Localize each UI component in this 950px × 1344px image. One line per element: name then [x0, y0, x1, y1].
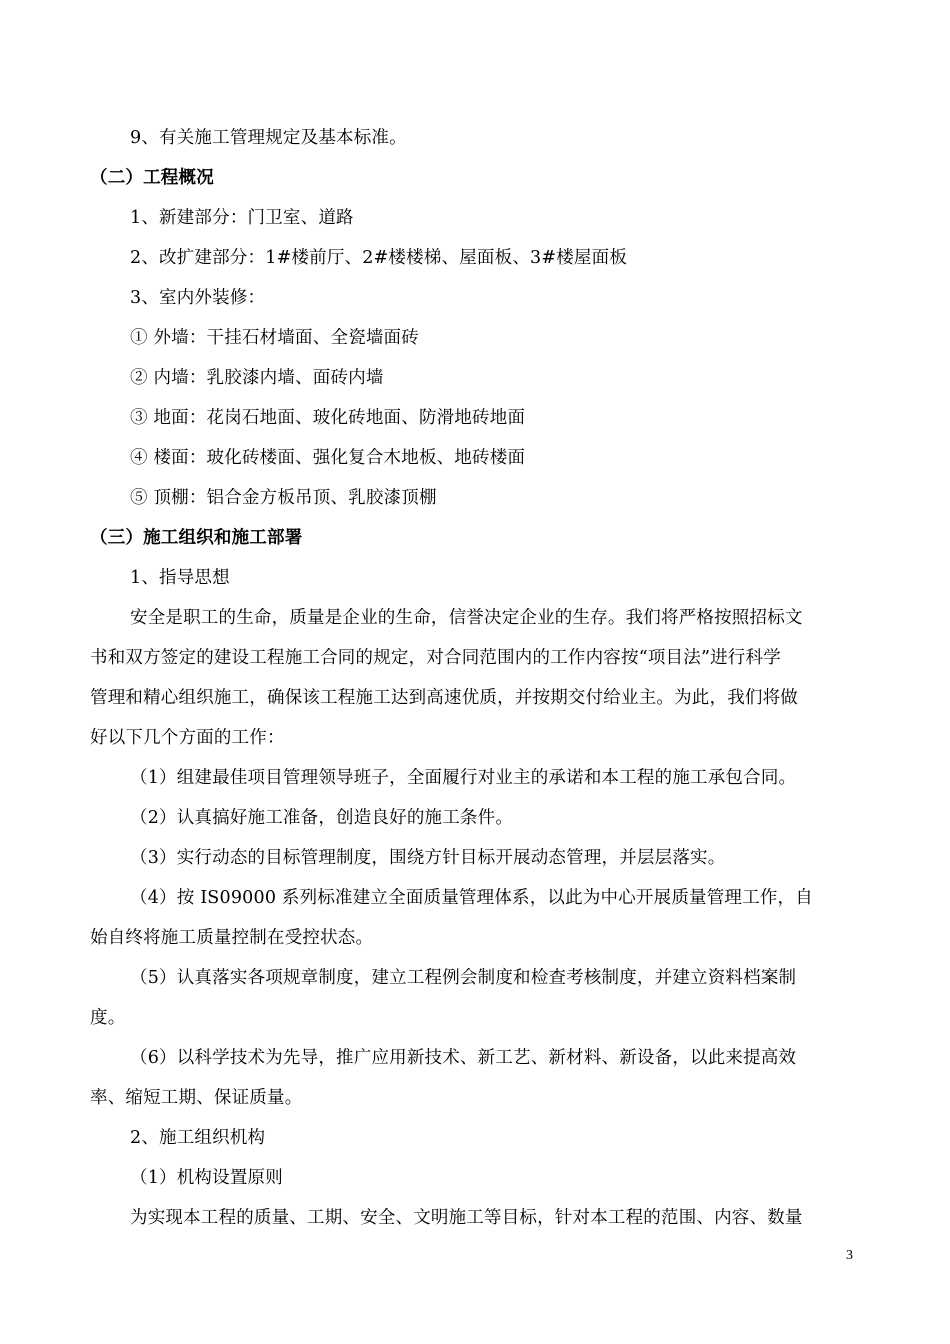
item-renovation: 2、改扩建部分：1#楼前厅、2#楼楼梯、屋面板、3#楼屋面板 — [130, 248, 628, 268]
item-9: 9、有关施工管理规定及基本标准。 — [130, 128, 407, 148]
list-item-1: （1）组建最佳项目管理领导班子，全面履行对业主的承诺和本工程的施工承包合同。 — [130, 768, 797, 788]
list-item-2: （2）认真搞好施工准备，创造良好的施工条件。 — [130, 808, 514, 828]
section-heading-3: （三）施工组织和施工部署 — [90, 528, 303, 548]
subheading-organization: 2、施工组织机构 — [130, 1128, 266, 1148]
paragraph-line: 安全是职工的生命，质量是企业的生命，信誉决定企业的生存。我们将严格按照招标文 — [130, 608, 803, 628]
list-item-4-cont: 始自终将施工质量控制在受控状态。 — [90, 928, 374, 948]
subheading-guiding-thought: 1、指导思想 — [130, 568, 230, 588]
section-heading-2: （二）工程概况 — [90, 168, 214, 188]
list-item-6: （6）以科学技术为先导，推广应用新技术、新工艺、新材料、新设备，以此来提高效 — [130, 1048, 797, 1068]
paragraph-line: 好以下几个方面的工作： — [90, 728, 285, 748]
list-item-3: （3）实行动态的目标管理制度，围绕方针目标开展动态管理，并层层落实。 — [130, 848, 726, 868]
list-item-5-cont: 度。 — [90, 1008, 126, 1028]
paragraph-line: 为实现本工程的质量、工期、安全、文明施工等目标，针对本工程的范围、内容、数量 — [130, 1208, 803, 1228]
list-item-5: （5）认真落实各项规章制度，建立工程例会制度和检查考核制度，并建立资料档案制 — [130, 968, 797, 988]
item-interior-wall: ② 内墙：乳胶漆内墙、面砖内墙 — [130, 368, 384, 388]
item-ceiling: ⑤ 顶棚：铝合金方板吊顶、乳胶漆顶棚 — [130, 488, 437, 508]
item-new-construction: 1、新建部分：门卫室、道路 — [130, 208, 354, 228]
paragraph-line: 书和双方签定的建设工程施工合同的规定，对合同范围内的工作内容按“项目法”进行科学 — [90, 648, 781, 668]
item-exterior-wall: ① 外墙：干挂石材墙面、全瓷墙面砖 — [130, 328, 419, 348]
list-item-6-cont: 率、缩短工期、保证质量。 — [90, 1088, 303, 1108]
paragraph-line: 管理和精心组织施工，确保该工程施工达到高速优质，并按期交付给业主。为此，我们将做 — [90, 688, 798, 708]
page-number: 3 — [846, 1248, 853, 1263]
item-floor: ④ 楼面：玻化砖楼面、强化复合木地板、地砖楼面 — [130, 448, 526, 468]
list-item-4: （4）按 IS09000 系列标准建立全面质量管理体系，以此为中心开展质量管理工作，自 — [130, 888, 813, 908]
item-decoration: 3、室内外装修： — [130, 288, 266, 308]
subheading-principles: （1）机构设置原则 — [130, 1168, 283, 1188]
item-ground: ③ 地面：花岗石地面、玻化砖地面、防滑地砖地面 — [130, 408, 526, 428]
